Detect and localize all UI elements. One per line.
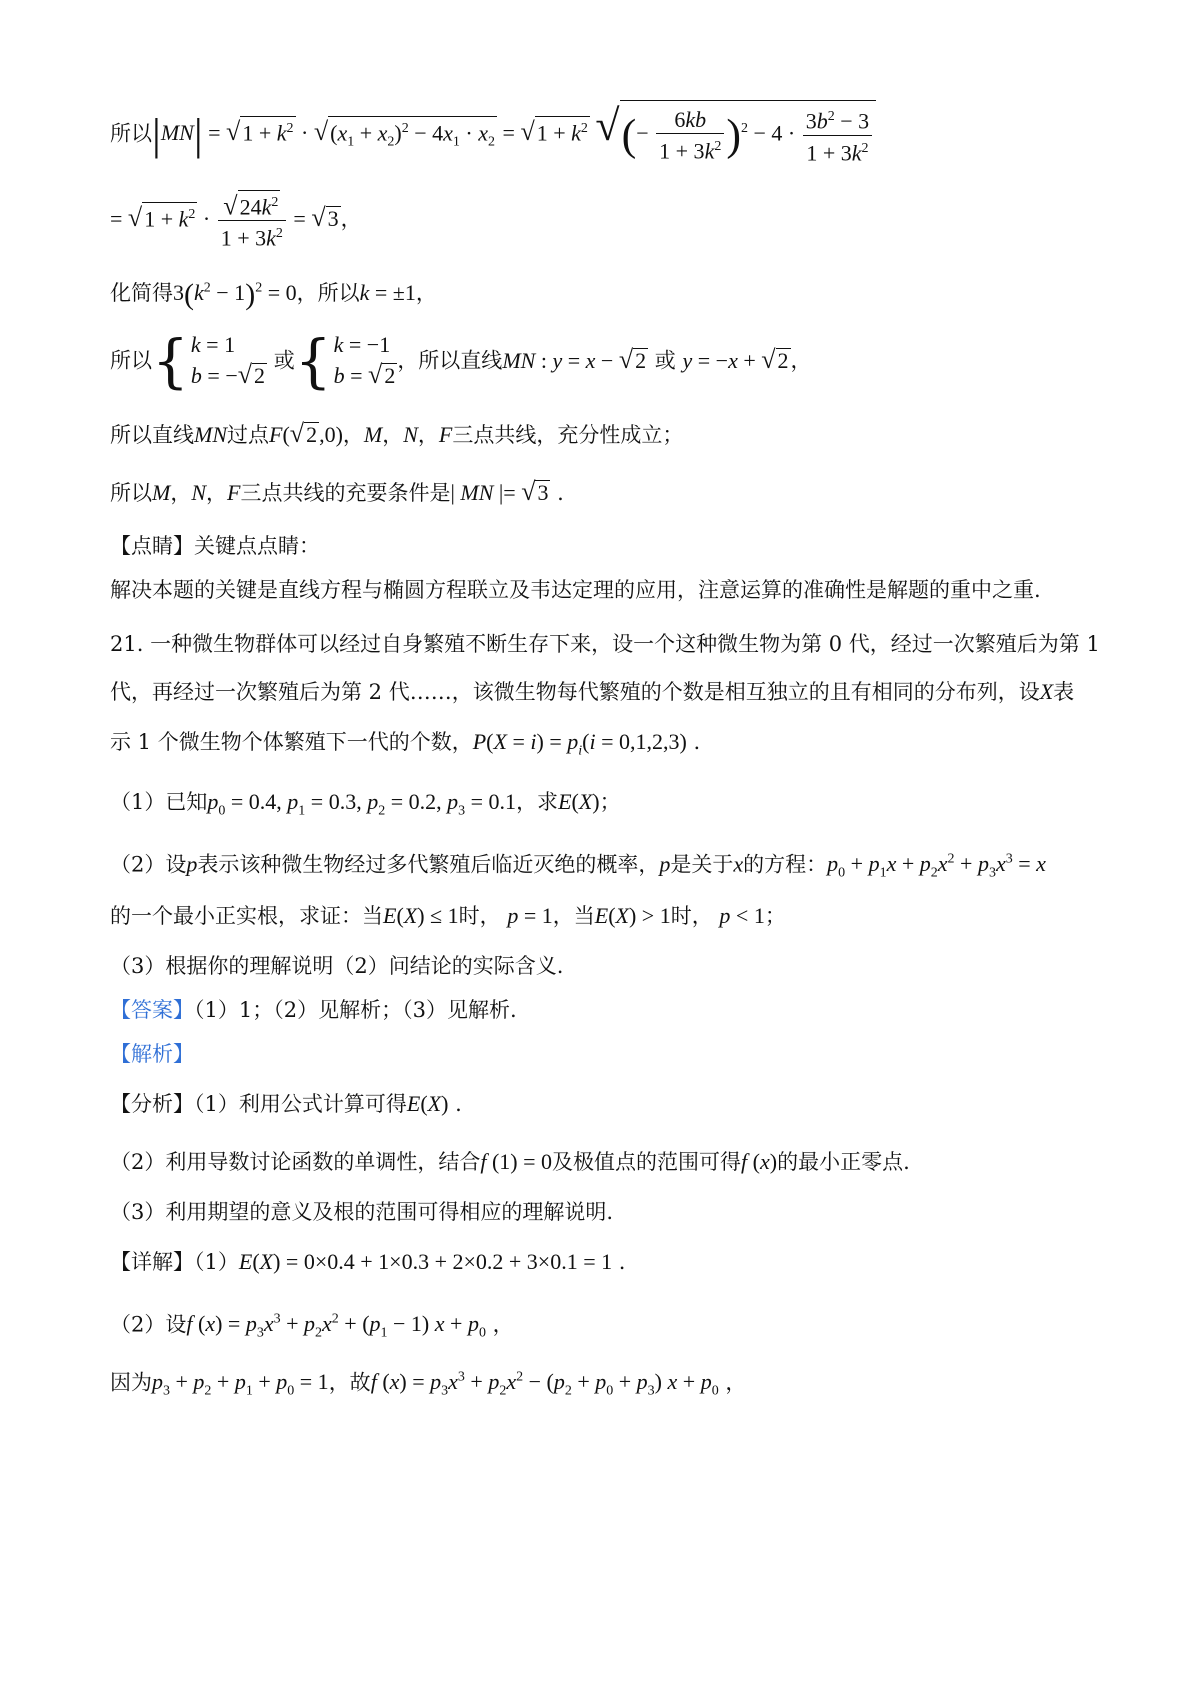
xiangjie-line-3: 因为$p_3 + p_2 + p_1 + p_0 = 1$，故f $(x) = p_3x^3 + p_2x^2 - (p_2 + p_0 + p_3) x + p_0$ ， bbox=[110, 1369, 747, 1399]
formula-line-sqrt3: = $√1 + k^2$ · $\frac{√24k^2}{1 + 3k^2}$ = √3， bbox=[110, 191, 362, 251]
text: （2）利用导数讨论函数的单调性，结合 bbox=[110, 1150, 481, 1174]
fenxi-line-1: 【分析】（1）利用公式计算可得E(X) . bbox=[110, 1091, 462, 1116]
q1-line: （1）已知$p_0 = 0.4$, $p_1 = 0.3$, $p_2 = 0.2$, $p_3 = 0.1$，求E(X)； bbox=[110, 789, 621, 819]
text: ，当 bbox=[552, 904, 595, 928]
text: 表示该种微生物经过多代繁殖后临近灭绝的概率， bbox=[197, 852, 660, 877]
text: （1）已知 bbox=[110, 790, 208, 814]
text: （1）利用公式计算可得 bbox=[194, 1092, 407, 1116]
math-x: X bbox=[1039, 679, 1054, 704]
text-prefix: 所以 bbox=[110, 348, 152, 373]
dianjing-text: 解决本题的关键是直线方程与椭圆方程联立及韦达定理的应用，注意运算的准确性是解题的重中之重. bbox=[110, 578, 1041, 602]
math-expr: $p_3 + p_2 + p_1 + p_0 = 1$ bbox=[152, 1369, 329, 1399]
q21-line-c: 示 1 个微生物个体繁殖下一代的个数，$P(X = i) = p_i(i = 0,1,2,3)$ . bbox=[110, 729, 701, 759]
math-expr: p = 1 bbox=[507, 903, 553, 928]
xiangjie-line-2: （2）设f $(x) = p_3x^3 + p_2x^2 + (p_1 - 1) x + p_0$ ， bbox=[110, 1311, 514, 1341]
text: 表 bbox=[1053, 680, 1075, 704]
cases-line: 所以{k = 1 b = −√2 或{k = −1 b = √2，所以直线MN : y = x − √2 或 y = −x + √2， bbox=[110, 326, 812, 395]
math-expr: p < 1 bbox=[719, 903, 765, 928]
text: 所以 bbox=[110, 481, 152, 505]
math-p: p bbox=[186, 851, 198, 877]
text: 是关于 bbox=[670, 852, 734, 877]
math-equation: $p_0 + p_1x + p_2x^2 + p_3x^3 = x$ bbox=[827, 851, 1046, 881]
text: 所以直线 bbox=[110, 423, 194, 447]
math-expr: $|MN| = √1 + k^2 \cdot √(x_1 + x_2)^2 - 4x_1 \cdot x_2 = √1 + k^2$ √(− $\frac{6kb}{1 + 3k^2}$ )$^2$ − 4 · $\frac{3b^2 - 3}{1 + 3k^2}$ bbox=[152, 120, 876, 145]
math-x: x bbox=[733, 851, 744, 877]
text: 过点 bbox=[227, 423, 269, 447]
formula-line-mn-length bbox=[110, 100, 876, 166]
math-expr: E(X) > 1 bbox=[594, 903, 671, 928]
text: （1） bbox=[194, 1250, 239, 1274]
cases-2: k = −1 b = √2 bbox=[333, 332, 396, 389]
math-mnf: M bbox=[363, 422, 383, 447]
math-point-f: F(√2,0) bbox=[269, 419, 343, 448]
q21-line-b bbox=[110, 678, 1074, 706]
text: 三点共线，充分性成立； bbox=[452, 423, 684, 447]
math-expr: | MN |= √3 bbox=[450, 477, 549, 506]
text-or: 或 bbox=[273, 348, 295, 373]
fenxi-line-2 bbox=[110, 1148, 910, 1176]
text-or: 或 bbox=[654, 348, 676, 373]
text: 因为 bbox=[110, 1370, 152, 1395]
math-expr: $P(X = i) = p_i(i = 0,1,2,3)$ bbox=[472, 729, 687, 759]
answer-line bbox=[110, 996, 517, 1024]
text: 时， bbox=[458, 904, 501, 928]
text: ，所以 bbox=[296, 281, 360, 306]
fenxi-line-3: （3）利用期望的意义及根的范围可得相应的理解说明. bbox=[110, 1200, 614, 1224]
text: 时， bbox=[670, 904, 713, 928]
math-expr: $p_0 = 0.4$, $p_1 = 0.3$, $p_2 = 0.2$, $p_3 = 0.1$ bbox=[207, 789, 517, 819]
answer-label: 【答案】 bbox=[110, 998, 194, 1022]
text: ，所以直线 bbox=[397, 348, 503, 373]
math-ex: E(X) bbox=[558, 789, 600, 814]
text: ，求 bbox=[516, 790, 559, 814]
jiexi-label: 【解析】 bbox=[110, 1042, 194, 1066]
math-mn: MN bbox=[194, 422, 227, 447]
fenxi-label: 【分析】 bbox=[110, 1092, 194, 1116]
xiangjie-line-1: 【详解】（1）E(X) = 0×0.4 + 1×0.3 + 2×0.2 + 3×0.1 = 1 . bbox=[110, 1249, 626, 1274]
text: （2）设 bbox=[110, 852, 187, 877]
text: 化简得 bbox=[110, 281, 173, 306]
line-through-f: 所以直线MN过点F(√2,0)，M，N，F三点共线，充分性成立； bbox=[110, 419, 684, 448]
math-expr: $3(k^2 - 1)^2 = 0$ bbox=[173, 278, 297, 311]
math-expr: MN : y = x − √2 bbox=[502, 345, 647, 374]
math-ex: E(X) bbox=[406, 1091, 449, 1116]
text: 的方程： bbox=[743, 852, 828, 877]
dianjing-label: 【点睛】关键点点睛： bbox=[110, 534, 320, 558]
q21-line-a: 21. 一种微生物群体可以经过自身繁殖不断生存下来，设一个这种微生物为第 0 代，经过一次繁殖后为第 1 bbox=[110, 632, 1100, 656]
text: 示 1 个微生物个体繁殖下一代的个数， bbox=[110, 730, 473, 754]
math-expr: E(X) = 0×0.4 + 1×0.3 + 2×0.2 + 3×0.1 = 1 bbox=[238, 1249, 613, 1274]
text: 三点共线的充要条件是 bbox=[240, 481, 451, 505]
math-expr: E(X) ≤ 1 bbox=[383, 903, 459, 928]
answer-text: （1）1；（2）见解析；（3）见解析. bbox=[194, 998, 517, 1022]
q2-line-b: 的一个最小正实根，求证：当E(X) ≤ 1时， p = 1，当E(X) > 1时， p < 1； bbox=[110, 903, 786, 928]
math-p: p bbox=[659, 851, 671, 877]
math-expr: y = −x + √2 bbox=[682, 345, 789, 374]
cases-1: k = 1 b = −√2 bbox=[190, 332, 266, 389]
math-expr: f $(x) = p_3x^3 + p_2x^2 + (p_1 - 1) x + p_0$ bbox=[186, 1311, 486, 1341]
xiangjie-label: 【详解】 bbox=[110, 1250, 194, 1274]
math-expr: f $(x) = p_3x^3 + p_2x^2 - (p_2 + p_0 + p_3) x + p_0$ bbox=[370, 1369, 719, 1399]
text: 及极值点的范围可得 bbox=[552, 1150, 742, 1174]
text: （2）设 bbox=[110, 1312, 187, 1337]
text: 的最小正零点. bbox=[777, 1150, 910, 1174]
text: 代，再经过一次繁殖后为第 2 代……，该微生物每代繁殖的个数是相互独立的且有相同的分布列，设 bbox=[110, 680, 1040, 704]
math-mnf: M bbox=[152, 480, 171, 505]
conclusion-line: 所以M，N，F三点共线的充要条件是| MN |= √3 . bbox=[110, 477, 564, 506]
q2-line-a bbox=[110, 846, 1046, 888]
math-expr: k = ±1 bbox=[359, 280, 416, 306]
math-expr: f (1) = 0 bbox=[480, 1149, 553, 1174]
simplify-line: 化简得$3(k^2 - 1)^2 = 0$，所以k = ±1， bbox=[110, 278, 437, 311]
math-expr: = $√1 + k^2$ · $\frac{√24k^2}{1 + 3k^2}$ = √3 bbox=[110, 191, 339, 251]
q3-line: （3）根据你的理解说明（2）问结论的实际含义. bbox=[110, 954, 564, 978]
text: ，故 bbox=[328, 1370, 371, 1395]
math-expr: f (x) bbox=[741, 1149, 778, 1174]
text: 的一个最小正实根，求证：当 bbox=[110, 904, 383, 928]
text-prefix: 所以 bbox=[110, 121, 152, 146]
